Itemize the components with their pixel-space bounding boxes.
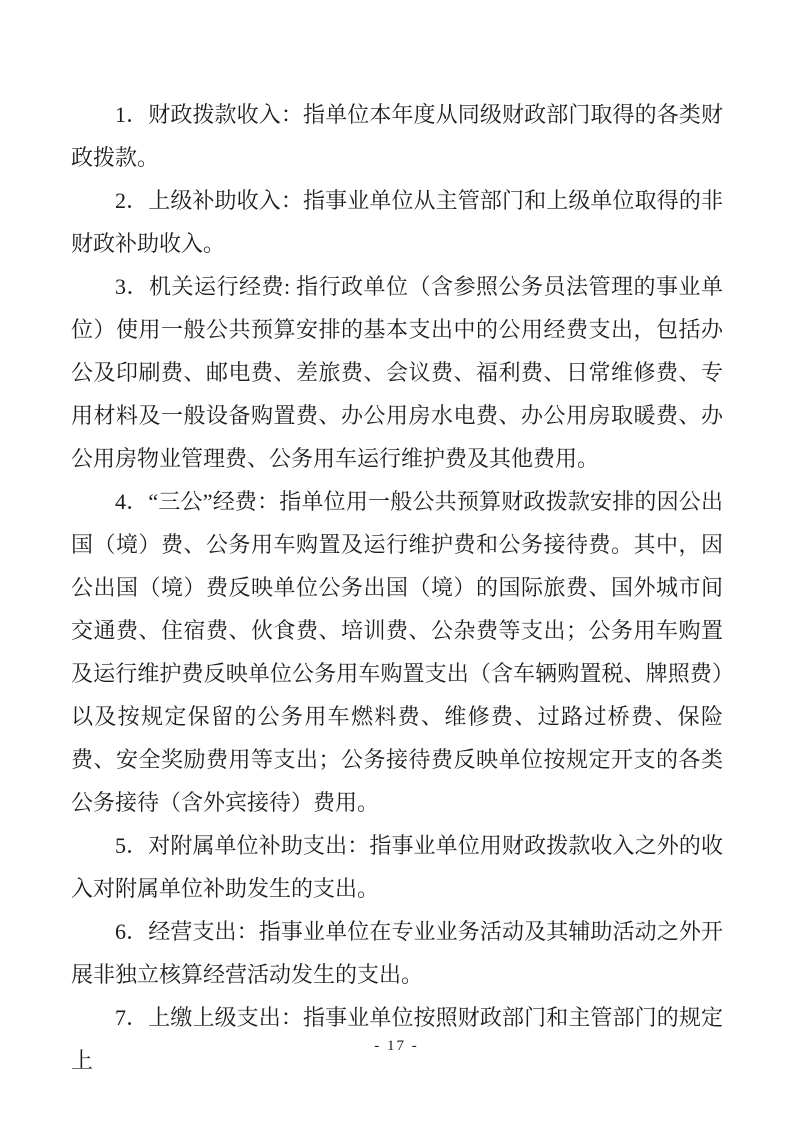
paragraph-fiscal-appropriation-income: 1．财政拨款收入：指单位本年度从同级财政部门取得的各类财政拨款。 (71, 102, 723, 170)
document-body (71, 93, 723, 1082)
paragraph-superior-subsidy-income: 2．上级补助收入：指事业单位从主管部门和上级单位取得的非财政补助收入。 (71, 188, 723, 256)
paragraph-payment-to-superior: 7．上缴上级支出：指事业单位按照财政部门和主管部门的规定上 (71, 1005, 723, 1073)
paragraph-subsidy-to-affiliated-units: 5．对附属单位补助支出：指事业单位用财政拨款收入之外的收入对附属单位补助发生的支出。 (71, 833, 723, 901)
paragraph-three-public-expenses: 4．“三公”经费：指单位用一般公共预算财政拨款安排的因公出国（境）费、公务用车购置及运行维护费和公务接待费。其中，因公出国（境）费反映单位公务出国（境）的国际旅费、国外城市间交通费、住宿费、伙食费、培训费、公杂费等支出；公务用车购置及运行维护费反映单位公务用车购置支出（含车辆购置税、牌照费）以及按规定保留的公务用车燃料费、维修费、过路过桥费、保险费、安全奖励费用等支出；公务接待费反映单位按规定开支的各类公务接待（含外宾接待）费用。 (71, 489, 723, 815)
page-footer (0, 1036, 793, 1056)
paragraph-agency-operating-funds: 3．机关运行经费: 指行政单位（含参照公务员法管理的事业单位）使用一般公共预算安排的基本支出中的公用经费支出，包括办公及印刷费、邮电费、差旅费、会议费、福利费、日常维修费、专用材料及一般设备购置费、办公用房水电费、办公用房取暖费、办公用房物业管理费、公务用车运行维护费及其他费用。 (71, 274, 723, 471)
paragraph-operating-expenditure: 6．经营支出：指事业单位在专业业务活动及其辅助活动之外开展非独立核算经营活动发生的支出。 (71, 919, 723, 987)
page-number: - 17 - (374, 1038, 419, 1054)
